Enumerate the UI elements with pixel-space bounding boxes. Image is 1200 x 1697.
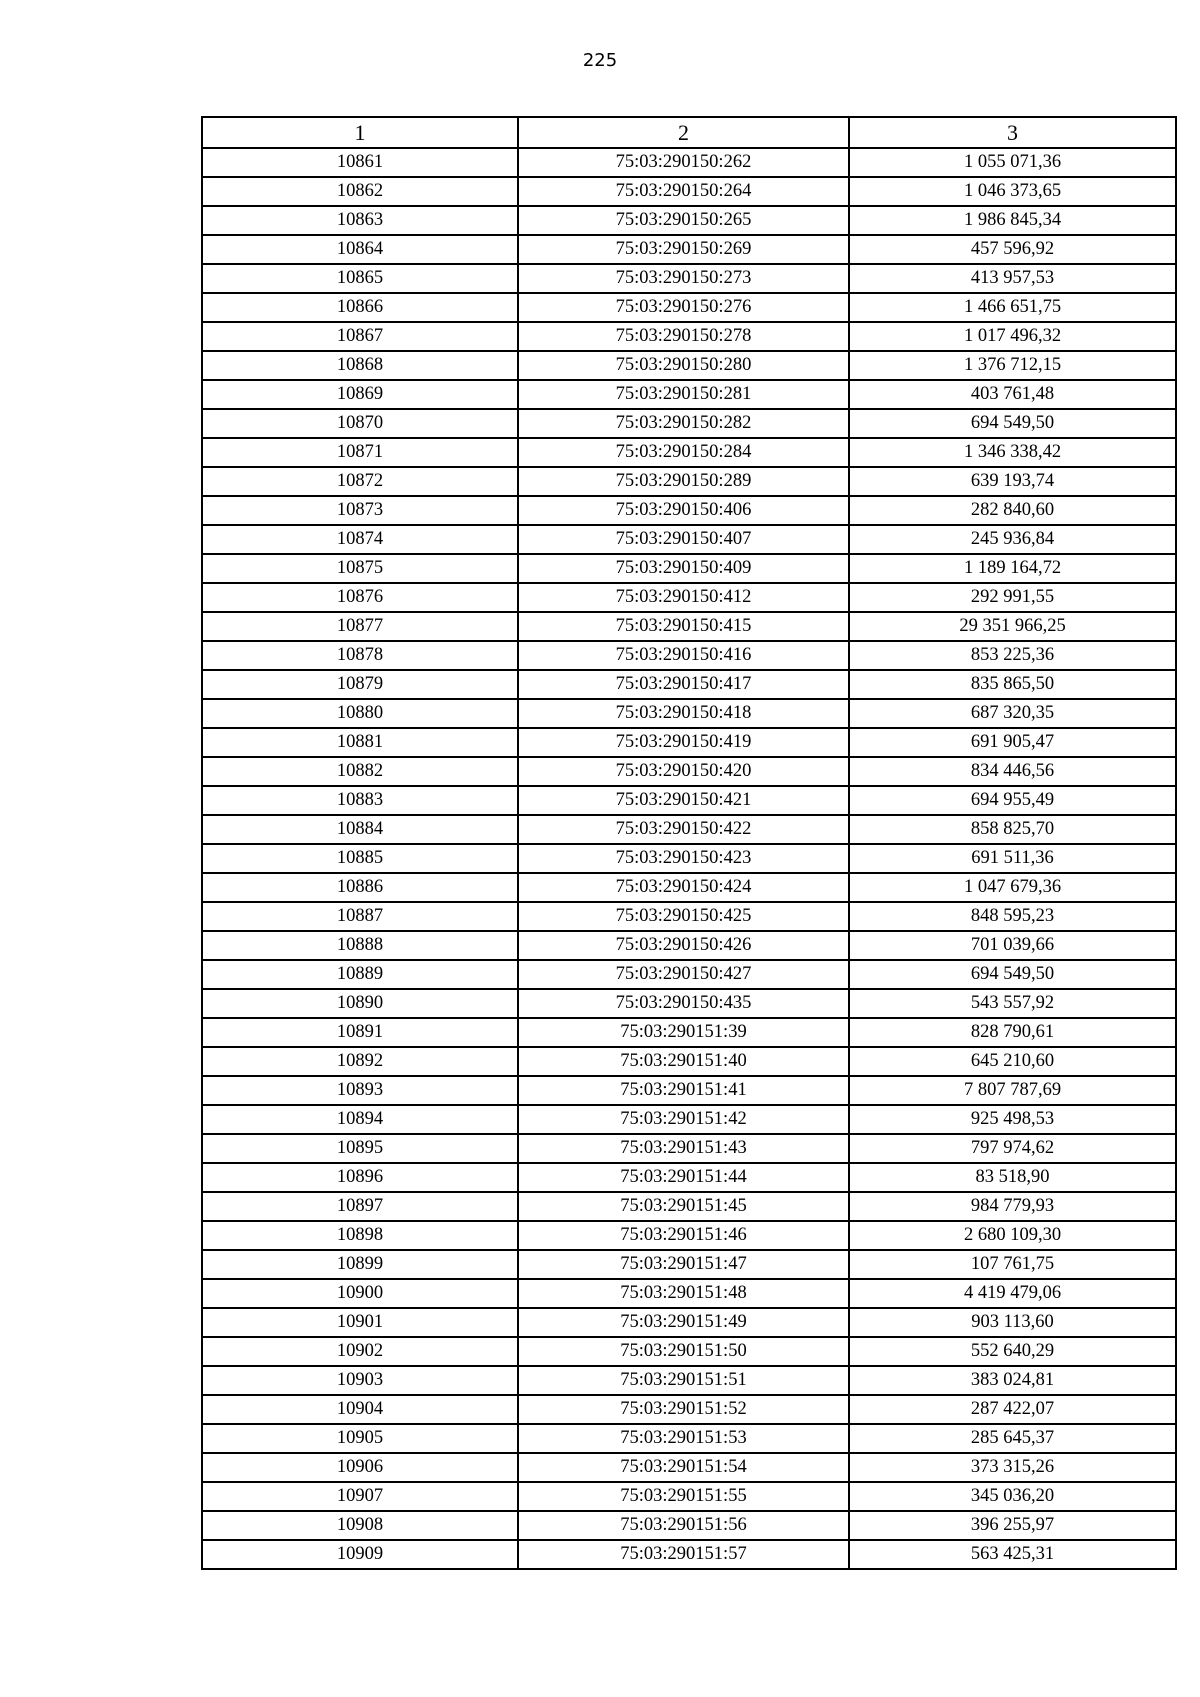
- row-number-cell: 10878: [202, 641, 518, 670]
- cadastral-number-cell: 75:03:290151:47: [518, 1250, 849, 1279]
- row-number-cell: 10909: [202, 1540, 518, 1569]
- cadastral-number-cell: 75:03:290150:417: [518, 670, 849, 699]
- table-row: [202, 1018, 1176, 1047]
- table-row: [202, 815, 1176, 844]
- cadastral-number-cell: 75:03:290150:280: [518, 351, 849, 380]
- cadastral-number-cell: 75:03:290150:289: [518, 467, 849, 496]
- value-cell: 984 779,93: [849, 1192, 1176, 1221]
- value-cell: 639 193,74: [849, 467, 1176, 496]
- table-row: [202, 1482, 1176, 1511]
- table-row: [202, 641, 1176, 670]
- cadastral-number-cell: 75:03:290150:273: [518, 264, 849, 293]
- value-cell: 858 825,70: [849, 815, 1176, 844]
- row-number-cell: 10882: [202, 757, 518, 786]
- row-number-cell: 10906: [202, 1453, 518, 1482]
- value-cell: 83 518,90: [849, 1163, 1176, 1192]
- cadastral-number-cell: 75:03:290151:55: [518, 1482, 849, 1511]
- cadastral-number-cell: 75:03:290150:269: [518, 235, 849, 264]
- cadastral-number-cell: 75:03:290150:415: [518, 612, 849, 641]
- cadastral-number-cell: 75:03:290150:425: [518, 902, 849, 931]
- value-cell: 797 974,62: [849, 1134, 1176, 1163]
- table-row: [202, 1250, 1176, 1279]
- value-cell: 396 255,97: [849, 1511, 1176, 1540]
- value-cell: 287 422,07: [849, 1395, 1176, 1424]
- table-row: [202, 1105, 1176, 1134]
- value-cell: 853 225,36: [849, 641, 1176, 670]
- cadastral-number-cell: 75:03:290151:51: [518, 1366, 849, 1395]
- row-number-cell: 10861: [202, 148, 518, 177]
- value-cell: 29 351 966,25: [849, 612, 1176, 641]
- row-number-cell: 10864: [202, 235, 518, 264]
- table-row: [202, 235, 1176, 264]
- cadastral-number-cell: 75:03:290151:45: [518, 1192, 849, 1221]
- value-cell: 373 315,26: [849, 1453, 1176, 1482]
- value-cell: 2 680 109,30: [849, 1221, 1176, 1250]
- table-row: [202, 699, 1176, 728]
- row-number-cell: 10905: [202, 1424, 518, 1453]
- column-header-3: 3: [849, 117, 1176, 148]
- cadastral-number-cell: 75:03:290151:57: [518, 1540, 849, 1569]
- row-number-cell: 10907: [202, 1482, 518, 1511]
- value-cell: 383 024,81: [849, 1366, 1176, 1395]
- row-number-cell: 10890: [202, 989, 518, 1018]
- cadastral-number-cell: 75:03:290151:46: [518, 1221, 849, 1250]
- value-cell: 701 039,66: [849, 931, 1176, 960]
- column-header-1: 1: [202, 117, 518, 148]
- cadastral-number-cell: 75:03:290150:264: [518, 177, 849, 206]
- cadastral-number-cell: 75:03:290151:42: [518, 1105, 849, 1134]
- table-row: [202, 1453, 1176, 1482]
- column-header-2: 2: [518, 117, 849, 148]
- table-body: [202, 148, 1176, 1569]
- cadastral-number-cell: 75:03:290151:40: [518, 1047, 849, 1076]
- cadastral-number-cell: 75:03:290150:435: [518, 989, 849, 1018]
- cadastral-number-cell: 75:03:290150:424: [518, 873, 849, 902]
- cadastral-number-cell: 75:03:290150:421: [518, 786, 849, 815]
- table-row: [202, 757, 1176, 786]
- cadastral-number-cell: 75:03:290151:49: [518, 1308, 849, 1337]
- cadastral-number-cell: 75:03:290151:39: [518, 1018, 849, 1047]
- table-row: [202, 177, 1176, 206]
- cadastral-number-cell: 75:03:290151:48: [518, 1279, 849, 1308]
- row-number-cell: 10892: [202, 1047, 518, 1076]
- row-number-cell: 10894: [202, 1105, 518, 1134]
- value-cell: 282 840,60: [849, 496, 1176, 525]
- table-row: [202, 148, 1176, 177]
- table-row: [202, 293, 1176, 322]
- value-cell: 1 055 071,36: [849, 148, 1176, 177]
- table-row: [202, 989, 1176, 1018]
- row-number-cell: 10883: [202, 786, 518, 815]
- cadastral-number-cell: 75:03:290150:427: [518, 960, 849, 989]
- value-cell: 4 419 479,06: [849, 1279, 1176, 1308]
- table-row: [202, 873, 1176, 902]
- row-number-cell: 10904: [202, 1395, 518, 1424]
- table-row: [202, 351, 1176, 380]
- value-cell: 645 210,60: [849, 1047, 1176, 1076]
- table-row: [202, 931, 1176, 960]
- value-cell: 7 807 787,69: [849, 1076, 1176, 1105]
- cadastral-number-cell: 75:03:290150:418: [518, 699, 849, 728]
- table-row: [202, 1047, 1176, 1076]
- cadastral-number-cell: 75:03:290151:44: [518, 1163, 849, 1192]
- value-cell: 1 466 651,75: [849, 293, 1176, 322]
- cadastral-number-cell: 75:03:290150:420: [518, 757, 849, 786]
- value-cell: 691 905,47: [849, 728, 1176, 757]
- value-cell: 828 790,61: [849, 1018, 1176, 1047]
- row-number-cell: 10903: [202, 1366, 518, 1395]
- value-cell: 245 936,84: [849, 525, 1176, 554]
- row-number-cell: 10893: [202, 1076, 518, 1105]
- row-number-cell: 10888: [202, 931, 518, 960]
- cadastral-number-cell: 75:03:290150:281: [518, 380, 849, 409]
- value-cell: 694 955,49: [849, 786, 1176, 815]
- cadastral-number-cell: 75:03:290151:50: [518, 1337, 849, 1366]
- cadastral-number-cell: 75:03:290150:284: [518, 438, 849, 467]
- cadastral-number-cell: 75:03:290150:276: [518, 293, 849, 322]
- value-cell: 543 557,92: [849, 989, 1176, 1018]
- value-cell: 694 549,50: [849, 409, 1176, 438]
- table-row: [202, 583, 1176, 612]
- table-row: [202, 1337, 1176, 1366]
- table-header: [202, 117, 1176, 148]
- table-row: [202, 960, 1176, 989]
- cadastral-number-cell: 75:03:290151:54: [518, 1453, 849, 1482]
- table-row: [202, 525, 1176, 554]
- row-number-cell: 10873: [202, 496, 518, 525]
- row-number-cell: 10870: [202, 409, 518, 438]
- row-number-cell: 10895: [202, 1134, 518, 1163]
- row-number-cell: 10885: [202, 844, 518, 873]
- table-row: [202, 1540, 1176, 1569]
- row-number-cell: 10884: [202, 815, 518, 844]
- row-number-cell: 10889: [202, 960, 518, 989]
- value-cell: 835 865,50: [849, 670, 1176, 699]
- row-number-cell: 10863: [202, 206, 518, 235]
- value-cell: 292 991,55: [849, 583, 1176, 612]
- table-row: [202, 496, 1176, 525]
- table-row: [202, 902, 1176, 931]
- row-number-cell: 10891: [202, 1018, 518, 1047]
- cadastral-number-cell: 75:03:290150:278: [518, 322, 849, 351]
- cadastral-number-cell: 75:03:290150:422: [518, 815, 849, 844]
- table-row: [202, 467, 1176, 496]
- table-row: [202, 1511, 1176, 1540]
- cadastral-number-cell: 75:03:290150:265: [518, 206, 849, 235]
- value-cell: 1 376 712,15: [849, 351, 1176, 380]
- table-row: [202, 438, 1176, 467]
- value-cell: 457 596,92: [849, 235, 1176, 264]
- cadastral-number-cell: 75:03:290150:262: [518, 148, 849, 177]
- value-cell: 1 047 679,36: [849, 873, 1176, 902]
- cadastral-number-cell: 75:03:290151:56: [518, 1511, 849, 1540]
- cadastral-number-cell: 75:03:290150:409: [518, 554, 849, 583]
- table-row: [202, 206, 1176, 235]
- row-number-cell: 10908: [202, 1511, 518, 1540]
- value-cell: 925 498,53: [849, 1105, 1176, 1134]
- table-row: [202, 264, 1176, 293]
- table-row: [202, 380, 1176, 409]
- value-cell: 1 346 338,42: [849, 438, 1176, 467]
- value-cell: 285 645,37: [849, 1424, 1176, 1453]
- table-row: [202, 1308, 1176, 1337]
- row-number-cell: 10872: [202, 467, 518, 496]
- row-number-cell: 10869: [202, 380, 518, 409]
- row-number-cell: 10899: [202, 1250, 518, 1279]
- table-row: [202, 322, 1176, 351]
- value-cell: 563 425,31: [849, 1540, 1176, 1569]
- value-cell: 694 549,50: [849, 960, 1176, 989]
- row-number-cell: 10886: [202, 873, 518, 902]
- row-number-cell: 10862: [202, 177, 518, 206]
- cadastral-number-cell: 75:03:290150:416: [518, 641, 849, 670]
- table-row: [202, 1424, 1176, 1453]
- cadastral-number-cell: 75:03:290151:43: [518, 1134, 849, 1163]
- row-number-cell: 10879: [202, 670, 518, 699]
- row-number-cell: 10874: [202, 525, 518, 554]
- value-cell: 903 113,60: [849, 1308, 1176, 1337]
- cadastral-number-cell: 75:03:290150:407: [518, 525, 849, 554]
- row-number-cell: 10865: [202, 264, 518, 293]
- value-cell: 552 640,29: [849, 1337, 1176, 1366]
- cadastral-number-cell: 75:03:290151:41: [518, 1076, 849, 1105]
- table-row: [202, 670, 1176, 699]
- cadastral-number-cell: 75:03:290150:282: [518, 409, 849, 438]
- table-row: [202, 844, 1176, 873]
- table-row: [202, 1192, 1176, 1221]
- row-number-cell: 10880: [202, 699, 518, 728]
- header-row: [202, 117, 1176, 148]
- cadastral-number-cell: 75:03:290150:412: [518, 583, 849, 612]
- table-row: [202, 1395, 1176, 1424]
- value-cell: 403 761,48: [849, 380, 1176, 409]
- row-number-cell: 10897: [202, 1192, 518, 1221]
- row-number-cell: 10876: [202, 583, 518, 612]
- value-cell: 687 320,35: [849, 699, 1176, 728]
- row-number-cell: 10866: [202, 293, 518, 322]
- value-cell: 691 511,36: [849, 844, 1176, 873]
- page-number: 225: [582, 50, 618, 71]
- cadastral-number-cell: 75:03:290150:426: [518, 931, 849, 960]
- row-number-cell: 10877: [202, 612, 518, 641]
- value-cell: 107 761,75: [849, 1250, 1176, 1279]
- data-table: [201, 116, 1177, 1570]
- row-number-cell: 10867: [202, 322, 518, 351]
- value-cell: 413 957,53: [849, 264, 1176, 293]
- table-row: [202, 786, 1176, 815]
- table-row: [202, 1134, 1176, 1163]
- table-row: [202, 554, 1176, 583]
- row-number-cell: 10875: [202, 554, 518, 583]
- row-number-cell: 10898: [202, 1221, 518, 1250]
- cadastral-number-cell: 75:03:290150:419: [518, 728, 849, 757]
- row-number-cell: 10871: [202, 438, 518, 467]
- table-row: [202, 1366, 1176, 1395]
- row-number-cell: 10902: [202, 1337, 518, 1366]
- value-cell: 1 189 164,72: [849, 554, 1176, 583]
- row-number-cell: 10900: [202, 1279, 518, 1308]
- value-cell: 345 036,20: [849, 1482, 1176, 1511]
- table-row: [202, 612, 1176, 641]
- cadastral-number-cell: 75:03:290151:52: [518, 1395, 849, 1424]
- row-number-cell: 10881: [202, 728, 518, 757]
- table-row: [202, 1279, 1176, 1308]
- row-number-cell: 10896: [202, 1163, 518, 1192]
- row-number-cell: 10901: [202, 1308, 518, 1337]
- table-row: [202, 1221, 1176, 1250]
- table-row: [202, 409, 1176, 438]
- cadastral-number-cell: 75:03:290150:423: [518, 844, 849, 873]
- value-cell: 834 446,56: [849, 757, 1176, 786]
- value-cell: 848 595,23: [849, 902, 1176, 931]
- cadastral-number-cell: 75:03:290151:53: [518, 1424, 849, 1453]
- table-row: [202, 1163, 1176, 1192]
- value-cell: 1 046 373,65: [849, 177, 1176, 206]
- value-cell: 1 017 496,32: [849, 322, 1176, 351]
- table-row: [202, 1076, 1176, 1105]
- cadastral-number-cell: 75:03:290150:406: [518, 496, 849, 525]
- row-number-cell: 10887: [202, 902, 518, 931]
- row-number-cell: 10868: [202, 351, 518, 380]
- table-row: [202, 728, 1176, 757]
- value-cell: 1 986 845,34: [849, 206, 1176, 235]
